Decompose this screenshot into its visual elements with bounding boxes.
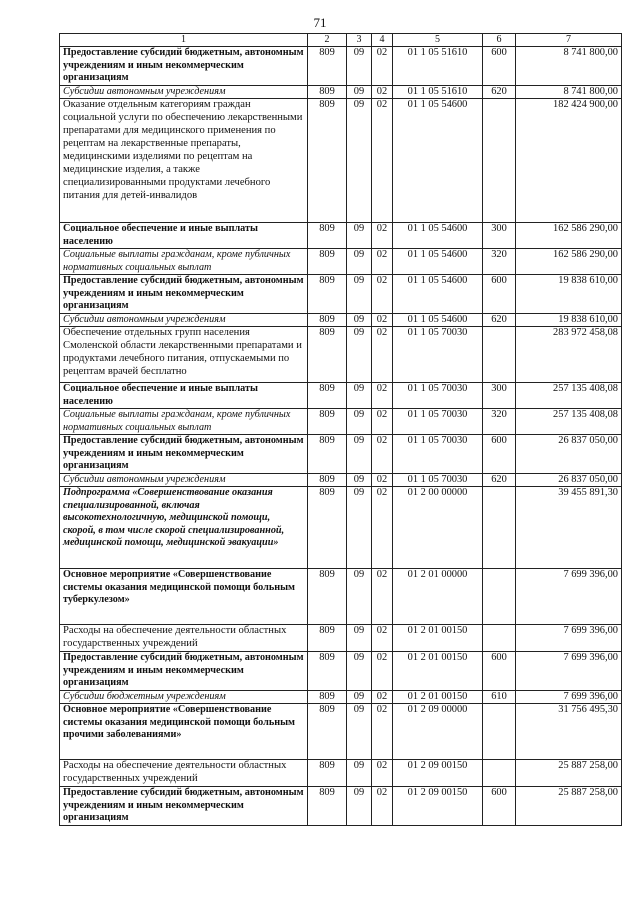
row-name-cell: Предоставление субсидий бюджетным, автономным учреждениям и иным некоммерческим организациям [60,275,308,313]
row-target-article-cell: 01 1 05 54600 [393,99,483,223]
table-row [60,435,622,473]
table-row [60,473,622,487]
table-row [60,383,622,409]
row-target-article-cell: 01 1 05 70030 [393,409,483,435]
row-subsection-cell: 02 [372,409,393,435]
row-target-article-cell: 01 1 05 70030 [393,435,483,473]
row-expense-type-cell [483,99,516,223]
row-name-cell: Социальные выплаты гражданам, кроме публичных нормативных социальных выплат [60,249,308,275]
table-row [60,569,622,625]
row-amount-cell: 26 837 050,00 [516,473,622,487]
row-section-cell: 09 [347,435,372,473]
row-subsection-cell: 02 [372,435,393,473]
row-name-cell: Обеспечение отдельных групп населения Смоленской области лекарственными препаратами и продуктами лечебного питания, отпускаемыми по рецептам врачей бесплатно [60,327,308,383]
row-ministry-cell: 809 [308,435,347,473]
row-subsection-cell: 02 [372,327,393,383]
table-row [60,409,622,435]
row-name-cell: Предоставление субсидий бюджетным, автономным учреждениям и иным некоммерческим организациям [60,435,308,473]
header-col-5: 5 [393,34,483,47]
row-amount-cell: 25 887 258,00 [516,787,622,825]
table-header-row [60,34,622,47]
row-ministry-cell: 809 [308,787,347,825]
row-section-cell: 09 [347,787,372,825]
row-section-cell: 09 [347,327,372,383]
row-amount-cell: 26 837 050,00 [516,435,622,473]
row-target-article-cell: 01 1 05 70030 [393,327,483,383]
row-subsection-cell: 02 [372,47,393,85]
row-amount-cell: 19 838 610,00 [516,313,622,327]
header-col-7: 7 [516,34,622,47]
header-col-6: 6 [483,34,516,47]
row-name-cell: Субсидии автономным учреждениям [60,473,308,487]
row-expense-type-cell: 300 [483,383,516,409]
row-name-cell: Оказание отдельным категориям граждан социальной услуги по обеспечению лекарственными препаратами для медицинского применения по рецептам на лекарственные препараты, медицинскими изделиями по рецептам на медицинские изделия, а также специализированными продуктами лечебного питания для детей-инвалидов [60,99,308,223]
row-ministry-cell: 809 [308,704,347,760]
row-target-article-cell: 01 1 05 51610 [393,85,483,99]
row-amount-cell: 257 135 408,08 [516,409,622,435]
row-target-article-cell: 01 2 09 00000 [393,704,483,760]
row-expense-type-cell [483,487,516,569]
row-name-cell: Предоставление субсидий бюджетным, автономным учреждениям и иным некоммерческим организациям [60,47,308,85]
row-target-article-cell: 01 2 01 00000 [393,569,483,625]
row-subsection-cell: 02 [372,383,393,409]
row-name-cell: Социальное обеспечение и иные выплаты населению [60,223,308,249]
row-subsection-cell: 02 [372,313,393,327]
row-expense-type-cell: 600 [483,435,516,473]
row-amount-cell: 7 699 396,00 [516,652,622,690]
table-row [60,787,622,825]
row-target-article-cell: 01 1 05 54600 [393,313,483,327]
row-ministry-cell: 809 [308,690,347,704]
row-ministry-cell: 809 [308,409,347,435]
table-row [60,85,622,99]
row-subsection-cell: 02 [372,249,393,275]
row-target-article-cell: 01 2 01 00150 [393,690,483,704]
page-number: 71 [313,15,327,30]
row-name-cell: Расходы на обеспечение деятельности областных государственных учреждений [60,625,308,652]
row-section-cell: 09 [347,47,372,85]
row-expense-type-cell: 300 [483,223,516,249]
row-expense-type-cell: 620 [483,313,516,327]
row-amount-cell: 7 699 396,00 [516,569,622,625]
row-section-cell: 09 [347,249,372,275]
row-ministry-cell: 809 [308,313,347,327]
row-section-cell: 09 [347,487,372,569]
row-ministry-cell: 809 [308,249,347,275]
row-expense-type-cell [483,625,516,652]
header-col-1: 1 [60,34,308,47]
table-row [60,249,622,275]
row-ministry-cell: 809 [308,275,347,313]
row-expense-type-cell: 620 [483,85,516,99]
row-section-cell: 09 [347,704,372,760]
row-ministry-cell: 809 [308,652,347,690]
row-ministry-cell: 809 [308,223,347,249]
row-subsection-cell: 02 [372,704,393,760]
row-expense-type-cell: 600 [483,275,516,313]
table-row [60,275,622,313]
row-section-cell: 09 [347,409,372,435]
row-subsection-cell: 02 [372,625,393,652]
row-amount-cell: 19 838 610,00 [516,275,622,313]
row-name-cell: Социальные выплаты гражданам, кроме публичных нормативных социальных выплат [60,409,308,435]
row-target-article-cell: 01 1 05 51610 [393,47,483,85]
row-section-cell: 09 [347,223,372,249]
row-name-cell: Субсидии бюджетным учреждениям [60,690,308,704]
row-amount-cell: 257 135 408,08 [516,383,622,409]
row-target-article-cell: 01 2 09 00150 [393,760,483,787]
row-expense-type-cell: 600 [483,652,516,690]
row-target-article-cell: 01 1 05 70030 [393,383,483,409]
row-section-cell: 09 [347,690,372,704]
table-row [60,47,622,85]
row-section-cell: 09 [347,760,372,787]
row-expense-type-cell: 620 [483,473,516,487]
table-row [60,99,622,223]
row-expense-type-cell: 610 [483,690,516,704]
row-subsection-cell: 02 [372,99,393,223]
row-ministry-cell: 809 [308,625,347,652]
row-amount-cell: 7 699 396,00 [516,690,622,704]
row-subsection-cell: 02 [372,569,393,625]
table-row [60,704,622,760]
header-col-4: 4 [372,34,393,47]
row-subsection-cell: 02 [372,275,393,313]
row-subsection-cell: 02 [372,473,393,487]
row-section-cell: 09 [347,313,372,327]
row-ministry-cell: 809 [308,99,347,223]
row-section-cell: 09 [347,85,372,99]
header-col-3: 3 [347,34,372,47]
row-target-article-cell: 01 2 00 00000 [393,487,483,569]
table-row [60,760,622,787]
budget-table [59,33,622,826]
row-amount-cell: 162 586 290,00 [516,223,622,249]
row-expense-type-cell [483,569,516,625]
row-amount-cell: 25 887 258,00 [516,760,622,787]
row-subsection-cell: 02 [372,787,393,825]
row-expense-type-cell: 600 [483,787,516,825]
row-name-cell: Социальное обеспечение и иные выплаты населению [60,383,308,409]
row-ministry-cell: 809 [308,85,347,99]
row-amount-cell: 283 972 458,08 [516,327,622,383]
row-amount-cell: 31 756 495,30 [516,704,622,760]
row-target-article-cell: 01 1 05 54600 [393,275,483,313]
row-name-cell: Основное мероприятие «Совершенствование системы оказания медицинской помощи больным туберкулезом» [60,569,308,625]
row-name-cell: Расходы на обеспечение деятельности областных государственных учреждений [60,760,308,787]
row-expense-type-cell [483,327,516,383]
row-ministry-cell: 809 [308,760,347,787]
table-row [60,652,622,690]
row-amount-cell: 8 741 800,00 [516,85,622,99]
row-section-cell: 09 [347,625,372,652]
row-amount-cell: 162 586 290,00 [516,249,622,275]
row-ministry-cell: 809 [308,569,347,625]
row-subsection-cell: 02 [372,652,393,690]
row-name-cell: Предоставление субсидий бюджетным, автономным учреждениям и иным некоммерческим организациям [60,787,308,825]
row-target-article-cell: 01 2 01 00150 [393,652,483,690]
row-section-cell: 09 [347,99,372,223]
row-name-cell: Предоставление субсидий бюджетным, автономным учреждениям и иным некоммерческим организациям [60,652,308,690]
row-section-cell: 09 [347,275,372,313]
table-row [60,327,622,383]
row-ministry-cell: 809 [308,327,347,383]
row-subsection-cell: 02 [372,85,393,99]
table-row [60,625,622,652]
row-expense-type-cell [483,704,516,760]
row-target-article-cell: 01 1 05 54600 [393,249,483,275]
table-row [60,690,622,704]
row-ministry-cell: 809 [308,383,347,409]
row-name-cell: Субсидии автономным учреждениям [60,85,308,99]
row-name-cell: Основное мероприятие «Совершенствование системы оказания медицинской помощи больным прочими заболеваниями» [60,704,308,760]
row-target-article-cell: 01 2 01 00150 [393,625,483,652]
table-row [60,313,622,327]
row-subsection-cell: 02 [372,223,393,249]
row-target-article-cell: 01 1 05 54600 [393,223,483,249]
row-subsection-cell: 02 [372,690,393,704]
table-row [60,223,622,249]
row-amount-cell: 7 699 396,00 [516,625,622,652]
row-subsection-cell: 02 [372,760,393,787]
row-section-cell: 09 [347,569,372,625]
row-section-cell: 09 [347,473,372,487]
row-target-article-cell: 01 1 05 70030 [393,473,483,487]
row-expense-type-cell: 600 [483,47,516,85]
header-col-2: 2 [308,34,347,47]
row-target-article-cell: 01 2 09 00150 [393,787,483,825]
row-subsection-cell: 02 [372,487,393,569]
row-ministry-cell: 809 [308,487,347,569]
row-amount-cell: 39 455 891,30 [516,487,622,569]
row-ministry-cell: 809 [308,47,347,85]
row-ministry-cell: 809 [308,473,347,487]
row-expense-type-cell [483,760,516,787]
row-amount-cell: 182 424 900,00 [516,99,622,223]
row-name-cell: Субсидии автономным учреждениям [60,313,308,327]
row-amount-cell: 8 741 800,00 [516,47,622,85]
row-expense-type-cell: 320 [483,409,516,435]
row-name-cell: Подпрограмма «Совершенствование оказания специализированной, включая высокотехнологичную, медицинской помощи, скорой, в том числе скорой специализированной, медицинской помощи, медицинской эвакуации» [60,487,308,569]
row-expense-type-cell: 320 [483,249,516,275]
table-row [60,487,622,569]
row-section-cell: 09 [347,652,372,690]
row-section-cell: 09 [347,383,372,409]
